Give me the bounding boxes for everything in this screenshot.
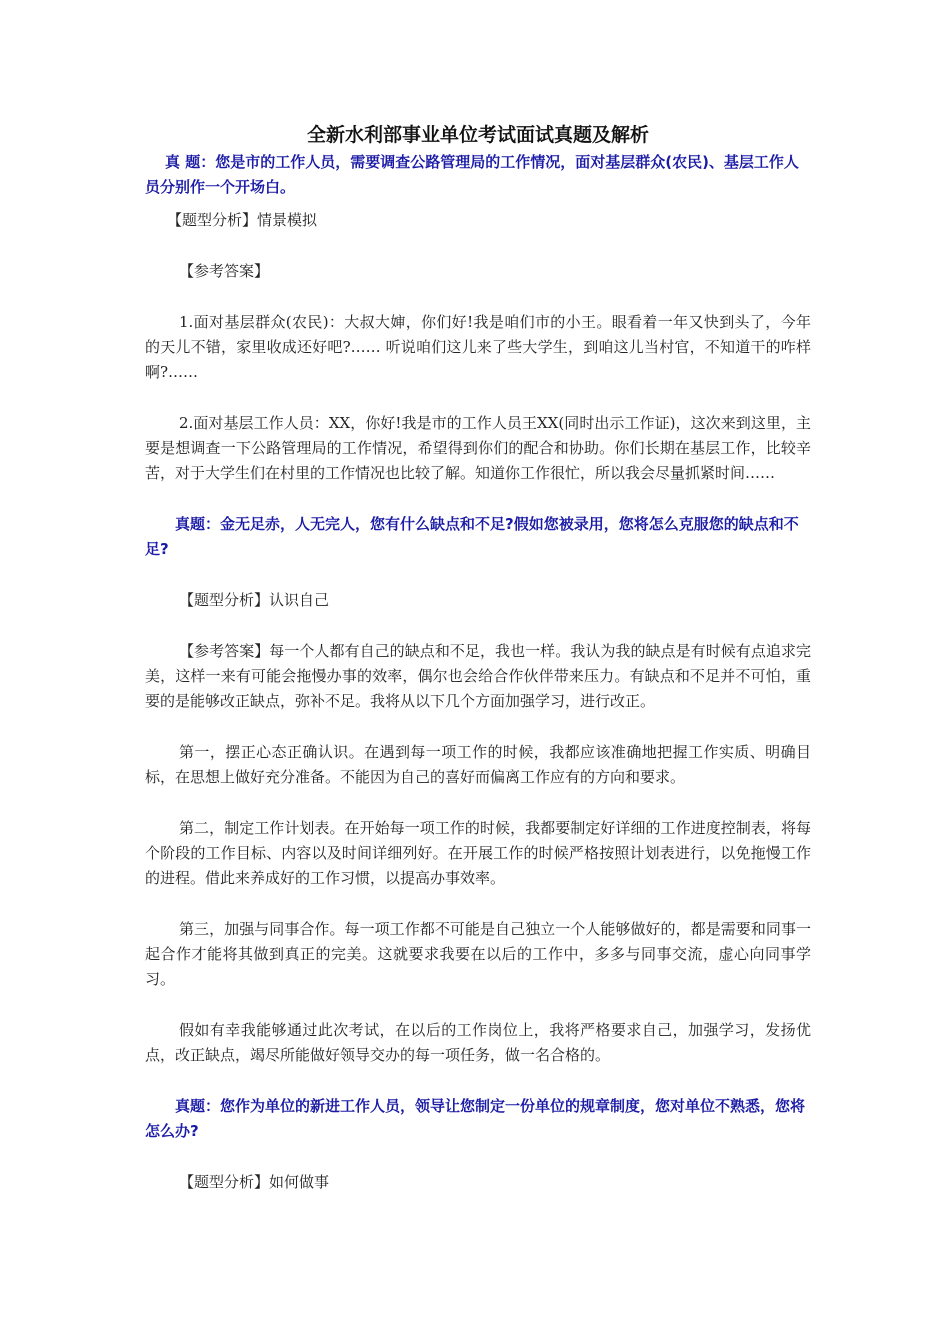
document-page <box>145 120 811 1195</box>
question-1-analysis: 【题型分析】情景模拟 <box>167 211 318 229</box>
question-3: 真题：您作为单位的新进工作人员，领导让您制定一份单位的规章制度，您对单位不熟悉，您将怎么办? <box>145 1097 806 1140</box>
question-1: 真 题：您是市的工作人员，需要调查公路管理局的工作情况，面对基层群众(农民)、基层工作人员分别作一个开场白。 <box>145 153 799 196</box>
question-2-analysis: 【题型分析】认识自己 <box>179 591 330 609</box>
question-2-point-3: 第三，加强与同事合作。每一项工作都不可能是自己独立一个人能够做好的，都是需要和同事一起合作才能将其做到真正的完美。这就要求我要在以后的工作中，多多与同事交流，虚心向同事学习。 <box>145 920 811 988</box>
question-2-conclusion: 假如有幸我能够通过此次考试，在以后的工作岗位上，我将严格要求自己，加强学习，发扬优点，改正缺点，竭尽所能做好领导交办的每一项任务，做一名合格的。 <box>145 1021 811 1064</box>
question-2-point-2: 第二，制定工作计划表。在开始每一项工作的时候，我都要制定好详细的工作进度控制表，将每个阶段的工作目标、内容以及时间详细列好。在开展工作的时候严格按照计划表进行，以免拖慢工作的进程。借此来养成好的工作习惯，以提高办事效率。 <box>145 819 811 887</box>
question-1-answer-heading: 【参考答案】 <box>179 262 270 280</box>
question-1-answer-1: 1.面对基层群众(农民)：大叔大婶，你们好!我是咱们市的小王。眼看着一年又快到头了，今年的天儿不错，家里收成还好吧?…… 听说咱们这儿来了些大学生，到咱这儿当村官，不知道干的咋样啊?…… <box>145 313 811 381</box>
question-2: 真题：金无足赤，人无完人，您有什么缺点和不足?假如您被录用，您将怎么克服您的缺点和不足? <box>145 515 799 558</box>
document-title: 全新水利部事业单位考试面试真题及解析 <box>306 124 649 146</box>
question-3-analysis: 【题型分析】如何做事 <box>179 1173 330 1191</box>
question-1-answer-2: 2.面对基层工作人员：XX，你好!我是市的工作人员王XX(同时出示工作证)，这次来到这里，主要是想调查一下公路管理局的工作情况，希望得到你们的配合和协助。你们长期在基层工作，比较辛苦，对于大学生们在村里的工作情况也比较了解。知道你工作很忙，所以我会尽量抓紧时间…… <box>145 414 811 482</box>
question-2-answer: 【参考答案】每一个人都有自己的缺点和不足，我也一样。我认为我的缺点是有时候有点追求完美，这样一来有可能会拖慢办事的效率，偶尔也会给合作伙伴带来压力。有缺点和不足并不可怕，重要的是能够改正缺点，弥补不足。我将从以下几个方面加强学习，进行改正。 <box>145 642 811 710</box>
question-2-point-1: 第一，摆正心态正确认识。在遇到每一项工作的时候，我都应该准确地把握工作实质、明确目标，在思想上做好充分准备。不能因为自己的喜好而偏离工作应有的方向和要求。 <box>145 743 811 786</box>
